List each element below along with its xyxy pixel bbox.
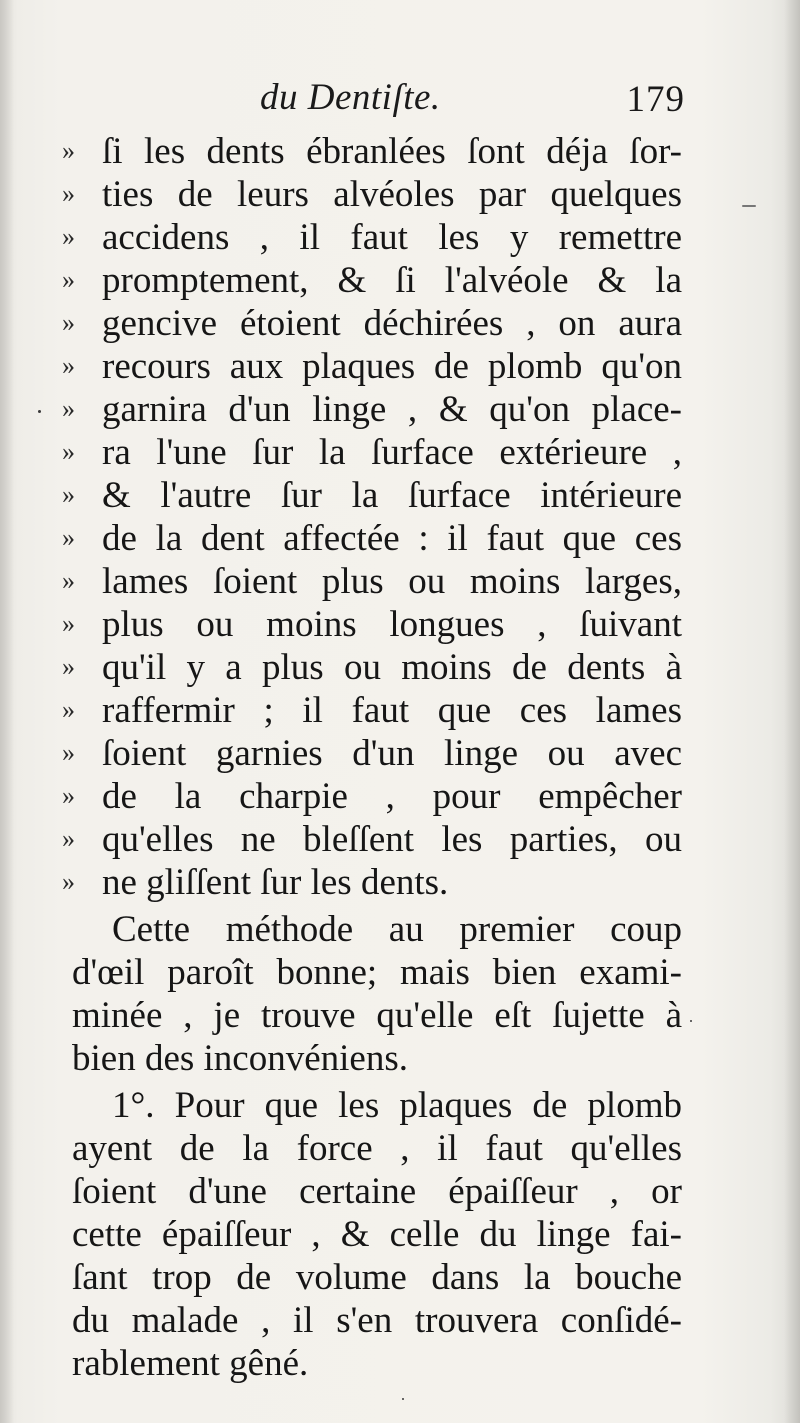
quoted-line bbox=[0, 302, 800, 346]
paper-speck bbox=[38, 410, 41, 413]
line-text: raffermir ; il faut que ces lames bbox=[102, 690, 682, 731]
quoted-line bbox=[0, 818, 800, 862]
paragraph-line bbox=[0, 1256, 800, 1300]
quote-mark: » bbox=[62, 566, 73, 595]
line-text: ayent de la force , il faut qu'elles bbox=[72, 1128, 682, 1169]
quote-mark: » bbox=[62, 695, 73, 724]
paragraph-line bbox=[0, 908, 800, 952]
line-text: qu'il y a plus ou moins de dents à bbox=[102, 647, 682, 688]
quote-mark: » bbox=[62, 781, 73, 810]
paper-speck bbox=[742, 205, 756, 207]
quoted-line bbox=[0, 560, 800, 604]
line-text: & l'autre ſur la ſurface intérieure bbox=[102, 475, 682, 516]
quote-mark: » bbox=[62, 867, 73, 896]
line-text: ra l'une ſur la ſurface extérieure , bbox=[102, 432, 682, 473]
paragraph-line bbox=[0, 951, 800, 995]
page-number: 179 bbox=[626, 79, 685, 120]
paragraph-line bbox=[0, 1127, 800, 1171]
quote-mark: » bbox=[62, 480, 73, 509]
quote-mark: » bbox=[62, 824, 73, 853]
quote-mark: » bbox=[62, 308, 73, 337]
page-header bbox=[60, 76, 685, 136]
quoted-line bbox=[0, 173, 800, 217]
line-text: ſant trop de volume dans la bouche bbox=[72, 1257, 682, 1298]
quoted-line bbox=[0, 130, 800, 174]
line-text: garnira d'un linge , & qu'on place- bbox=[102, 389, 682, 430]
paragraph-line bbox=[0, 1213, 800, 1257]
quote-mark: » bbox=[62, 437, 73, 466]
line-text: ſi les dents ébranlées ſont déja ſor- bbox=[102, 131, 682, 172]
quoted-line bbox=[0, 345, 800, 389]
quoted-line bbox=[0, 861, 800, 905]
quote-mark: » bbox=[62, 394, 73, 423]
paper-speck bbox=[402, 1398, 404, 1400]
quoted-line bbox=[0, 517, 800, 561]
line-text: bien des inconvéniens. bbox=[72, 1038, 408, 1079]
quote-mark: » bbox=[62, 222, 73, 251]
line-text: cette épaiſſeur , & celle du linge fai- bbox=[72, 1214, 682, 1255]
line-text: gencive étoient déchirées , on aura bbox=[102, 303, 682, 344]
quoted-line bbox=[0, 732, 800, 776]
quoted-line bbox=[0, 259, 800, 303]
line-text: promptement, & ſi l'alvéole & la bbox=[102, 260, 682, 301]
line-text: ſoient d'une certaine épaiſſeur , or bbox=[72, 1171, 682, 1212]
line-text: qu'elles ne bleſſent les parties, ou bbox=[102, 819, 682, 860]
line-text: ſoient garnies d'un linge ou avec bbox=[102, 733, 682, 774]
line-text: minée , je trouve qu'elle eſt ſujette à bbox=[72, 995, 682, 1036]
line-text: ne gliſſent ſur les dents. bbox=[102, 862, 449, 903]
line-text: recours aux plaques de plomb qu'on bbox=[102, 346, 682, 387]
line-text: rablement gêné. bbox=[72, 1343, 309, 1384]
quoted-line bbox=[0, 474, 800, 518]
paragraph-line bbox=[0, 1299, 800, 1343]
quoted-line bbox=[0, 646, 800, 690]
quote-mark: » bbox=[62, 652, 73, 681]
quoted-line bbox=[0, 388, 800, 432]
quoted-line bbox=[0, 603, 800, 647]
quote-mark: » bbox=[62, 609, 73, 638]
line-text: Cette méthode au premier coup bbox=[112, 909, 682, 950]
line-text: 1°. Pour que les plaques de plomb bbox=[112, 1085, 682, 1126]
line-text: plus ou moins longues , ſuivant bbox=[102, 604, 682, 645]
line-text: de la charpie , pour empêcher bbox=[102, 776, 682, 817]
running-title: du Dentiſte. bbox=[260, 77, 441, 118]
quote-mark: » bbox=[62, 136, 73, 165]
paragraph-line bbox=[0, 1342, 800, 1386]
quote-mark: » bbox=[62, 179, 73, 208]
paper-speck bbox=[690, 1020, 692, 1022]
line-text: ties de leurs alvéoles par quelques bbox=[102, 174, 682, 215]
paragraph-line bbox=[0, 994, 800, 1038]
quote-mark: » bbox=[62, 351, 73, 380]
quote-mark: » bbox=[62, 265, 73, 294]
paragraph-line bbox=[0, 1037, 800, 1081]
line-text: du malade , il s'en trouvera conſidé- bbox=[72, 1300, 682, 1341]
line-text: d'œil paroît bonne; mais bien exami- bbox=[72, 952, 682, 993]
quoted-line bbox=[0, 216, 800, 260]
quote-mark: » bbox=[62, 523, 73, 552]
paragraph-line bbox=[0, 1084, 800, 1128]
quoted-line bbox=[0, 431, 800, 475]
line-text: lames ſoient plus ou moins larges, bbox=[102, 561, 682, 602]
line-text: accidens , il faut les y remettre bbox=[102, 217, 682, 258]
line-text: de la dent affectée : il faut que ces bbox=[102, 518, 682, 559]
quoted-line bbox=[0, 689, 800, 733]
paragraph-line bbox=[0, 1170, 800, 1214]
quote-mark: » bbox=[62, 738, 73, 767]
quoted-line bbox=[0, 775, 800, 819]
